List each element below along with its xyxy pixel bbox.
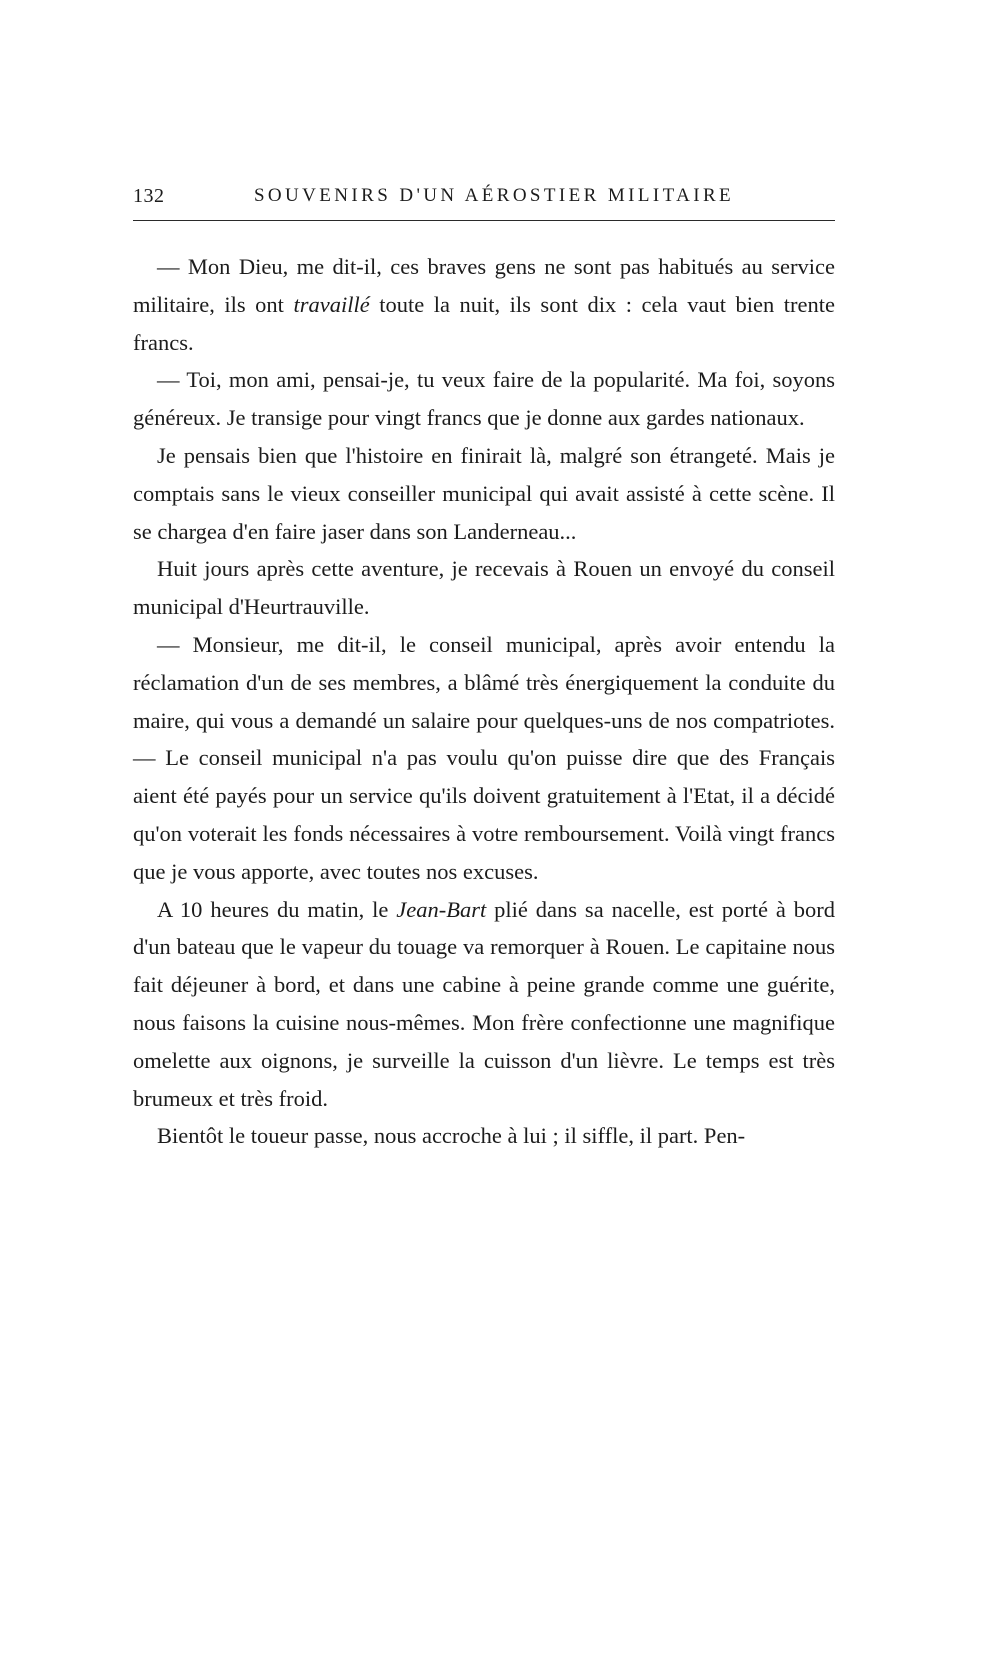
running-head xyxy=(133,181,835,211)
paragraph-1-text-end: toute la nuit, ils sont dix : cela vaut bien trente francs. xyxy=(133,291,836,355)
paragraph-3: Je pensais bien que l'histoire en finirait là, malgré son étrangeté. Mais je comptais sans le vieux conseiller municipal qui avait assisté à cette scène. Il se chargea d'en faire jaser dans son Landerneau... xyxy=(133,442,835,544)
paragraph-6 xyxy=(133,891,835,1118)
header-rule xyxy=(133,220,835,221)
paragraph-1-emphasis: travaillé xyxy=(293,291,370,317)
running-title: SOUVENIRS D'UN AÉROSTIER MILITAIRE xyxy=(253,185,735,206)
paragraph-1 xyxy=(133,248,835,361)
page-number: 132 xyxy=(133,185,165,207)
paragraph-5: — Monsieur, me dit-il, le conseil municipal, après avoir entendu la réclamation d'un de ses membres, a blâmé très énergiquement la conduite du maire, qui vous a demandé un salaire pour quelques-uns de nos compatriotes. — Le conseil municipal n'a pas voulu qu'on puisse dire que des Français aient été payés pour un service qu'ils doivent gratuitement à l'Etat, il a décidé qu'on voterait les fonds nécessaires à votre remboursement. Voilà vingt francs que je vous apporte, avec toutes nos excuses. xyxy=(133,631,835,884)
body-text xyxy=(133,248,835,1155)
paragraph-1-text-start: — Mon Dieu, me dit-il, ces braves gens ne sont pas habitués au service militaire, ils ont xyxy=(133,254,835,317)
paragraph-6-text-end: plié dans sa nacelle, est porté à bord d'un bateau que le vapeur du touage va remorquer à Rouen. Le capitaine nous fait déjeuner à bord, et dans une cabine à peine grande comme une guérite, nous faisons la cuisine nous-mêmes. Mon frère confectionne une magnifique omelette aux oignons, je surveille la cuisson d'un lièvre. Le temps est très brumeux et très froid. xyxy=(133,896,835,1111)
paragraph-6-text-start: A 10 heures du matin, le xyxy=(157,896,397,922)
paragraph-7: Bientôt le toueur passe, nous accroche à lui ; il siffle, il part. Pen- xyxy=(157,1123,746,1149)
paragraph-6-emphasis: Jean-Bart xyxy=(396,896,487,922)
paragraph-2: — Toi, mon ami, pensai-je, tu veux faire de la popularité. Ma foi, soyons généreux. Je transige pour vingt francs que je donne aux gardes nationaux. xyxy=(133,367,835,431)
paragraph-4: Huit jours après cette aventure, je recevais à Rouen un envoyé du conseil municipal d'Heurtrauville. xyxy=(133,556,835,620)
